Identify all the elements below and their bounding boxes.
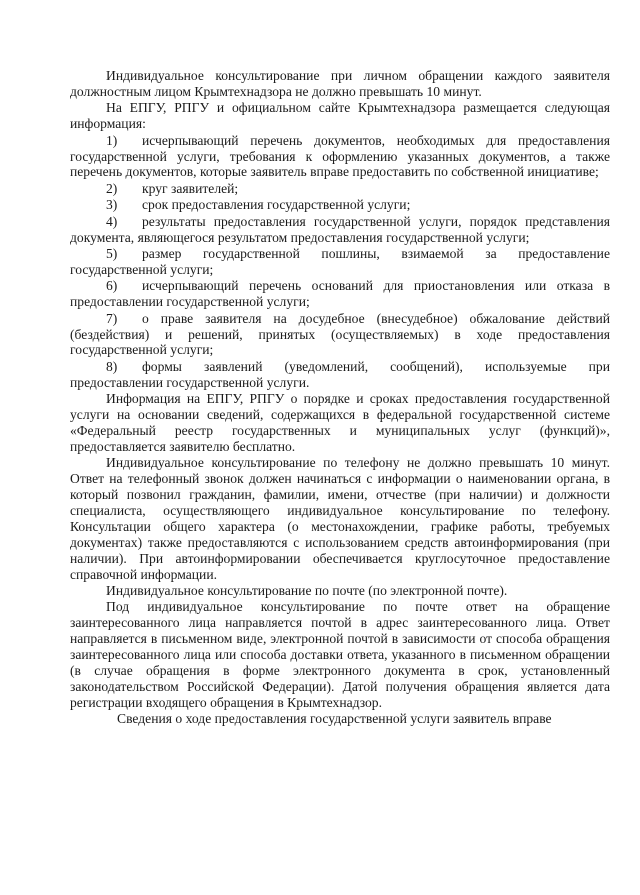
paragraph-progress-info: Сведения о ходе предоставления государственной услуги заявитель вправе — [117, 711, 552, 727]
paragraph-phone-consulting: Индивидуальное консультирование по телефону не должно превышать 10 минут. Ответ на телефонный звонок должен начинаться с информации о наименовании органа, в который позвонил гражданин, фамилии, имени, отчестве (при наличии) и должности специалиста, осуществляющего индивидуальное консультирование по телефону. Консультации общего характера (о местонахождении, графике работы, требуемых документах) также предоставляются с использованием средств автоинформирования (при наличии). При автоинформировании обеспечивается круглосуточное предоставление справочной информации. — [70, 455, 610, 582]
list-item-text: о праве заявителя на досудебное (внесудебное) обжалование действий (бездействия) и решений, принятых (осуществляемых) в ходе предоставления государственной услуги; — [70, 310, 610, 358]
paragraph-posted-information: На ЕПГУ, РПГУ и официальном сайте Крымтехнадзора размещается следующая информация: — [70, 100, 610, 132]
list-item-number: 6) — [106, 278, 118, 294]
list-item-number: 8) — [106, 358, 118, 374]
list-item-text: размер государственной пошлины, взимаемой за предоставление государственной услуги; — [70, 245, 610, 277]
list-item-6 — [70, 278, 610, 310]
list-item-text: результаты предоставления государственной услуги, порядок представления документа, являющегося результатом предоставления государственной услуги; — [70, 213, 610, 245]
list-item-text: формы заявлений (уведомлений, сообщений), используемые при предоставлении государственной услуги. — [70, 358, 610, 390]
list-item-text: исчерпывающий перечень документов, необходимых для предоставления государственной услуги, требования к оформлению указанных документов, а также перечень документов, которые заявитель вправе предоставить по собственной инициативе; — [70, 132, 610, 180]
list-item-number: 7) — [106, 310, 118, 326]
list-item-2 — [70, 181, 610, 197]
list-item-5 — [70, 246, 610, 278]
list-item-number: 5) — [106, 245, 118, 261]
list-item-text: срок предоставления государственной услуги; — [142, 197, 411, 213]
list-item-text: исчерпывающий перечень оснований для приостановления или отказа в предоставлении государственной услуги; — [70, 278, 610, 310]
list-item-number: 2) — [106, 180, 118, 196]
list-item-number: 4) — [106, 213, 118, 229]
paragraph-mail-consulting-heading: Индивидуальное консультирование по почте (по электронной почте). — [106, 583, 508, 598]
list-item-4 — [70, 214, 610, 246]
list-item-1 — [70, 133, 610, 181]
paragraph-individual-consulting-personal: Индивидуальное консультирование при личном обращении каждого заявителя должностным лицом Крымтехнадзора не должно превышать 10 минут. — [70, 68, 610, 99]
list-item-text: круг заявителей; — [142, 180, 239, 196]
list-item-7 — [70, 311, 610, 359]
list-item-8 — [70, 359, 610, 391]
paragraph-epgu-information: Информация на ЕПГУ, РПГУ о порядке и сроках предоставления государственной услуги на основании сведений, содержащихся в федеральной государственной системе «Федеральный реестр государственных и муниципальных услуг (функций)», предоставляется заявителю бесплатно. — [70, 391, 610, 454]
paragraph-mail-consulting: Под индивидуальное консультирование по почте ответ на обращение заинтересованного лица направляется почтой в адрес заинтересованного лица. Ответ направляется в письменном виде, электронной почтой в зависимости от способа обращения заинтересованного лица или способа доставки ответа, указанного в письменном обращении (в случае обращения в форме электронного документа в срок, установленный законодательством Российской Федерации). Датой получения обращения является дата регистрации входящего обращения в Крымтехнадзор. — [70, 599, 610, 710]
list-item-number: 3) — [106, 197, 118, 213]
list-item-3 — [70, 197, 610, 213]
list-item-number: 1) — [106, 132, 118, 148]
document-page — [70, 68, 610, 728]
